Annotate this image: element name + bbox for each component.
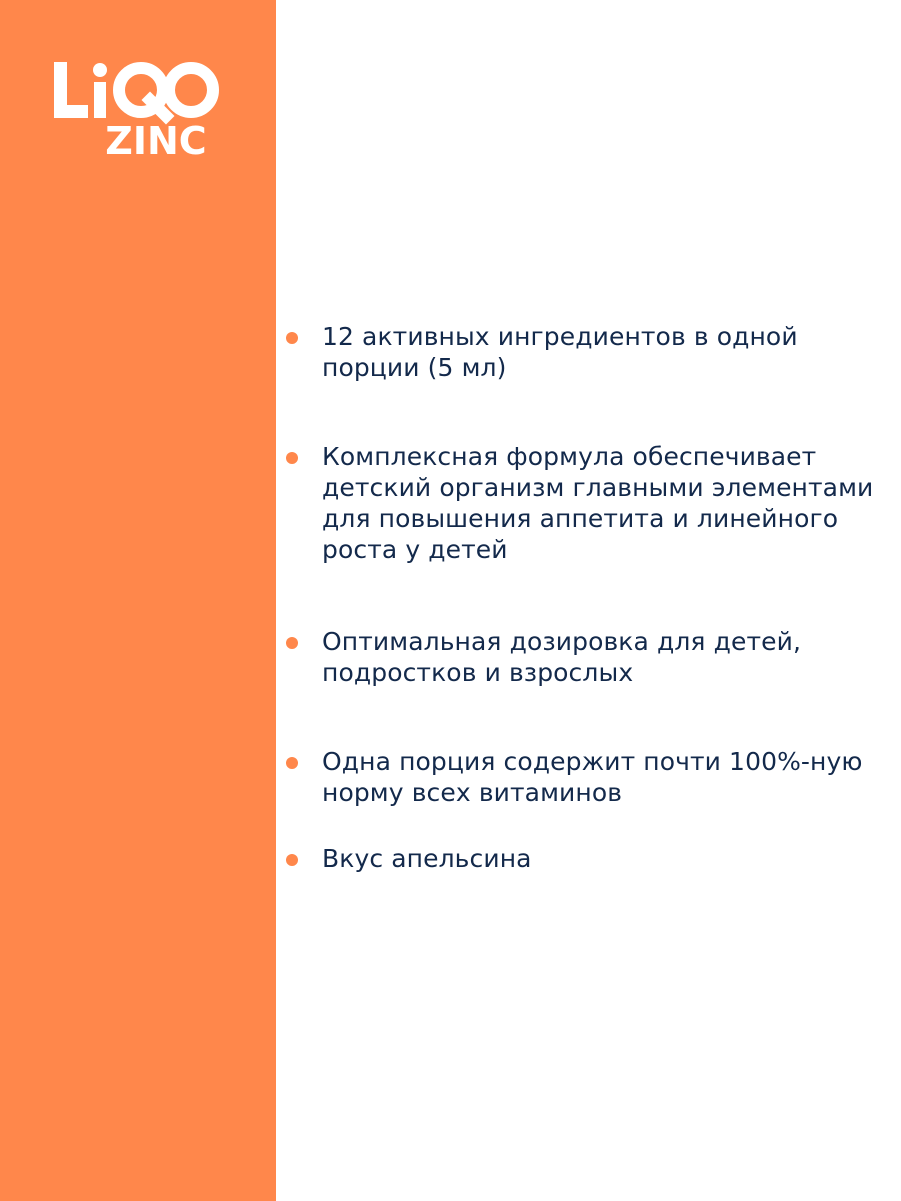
bullet-dot-icon [286, 637, 298, 649]
feature-text: 12 активных ингредиентов в одной порции (5 мл) [322, 322, 798, 382]
logo-zinc-text: ZINC [105, 119, 207, 158]
orange-sidebar [0, 0, 276, 1201]
liqo-zinc-logo [54, 58, 220, 158]
feature-text: Оптимальная дозировка для детей, подростков и взрослых [322, 627, 802, 687]
bullet-dot-icon [286, 452, 298, 464]
feature-text: Комплексная формула обеспечивает детский организм главными элементами для повышения аппетита и линейного роста у детей [322, 442, 874, 564]
logo-graphic [54, 58, 220, 158]
bullet-dot-icon [286, 332, 298, 344]
feature-text: Одна порция содержит почти 100%-ную норму всех витаминов [322, 747, 863, 807]
bullet-dot-icon [286, 757, 298, 769]
feature-list [286, 0, 886, 1201]
bullet-dot-icon [286, 854, 298, 866]
feature-text: Вкус апельсина [322, 844, 532, 873]
